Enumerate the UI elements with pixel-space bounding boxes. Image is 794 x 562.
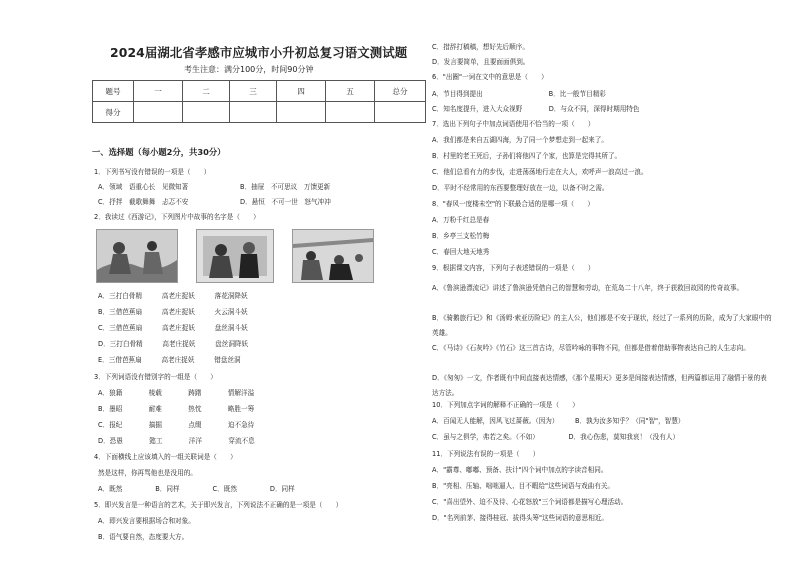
question-line: 2．我读过《西游记》，下列图片中故事的名字是（ ） [94,213,260,221]
option-line: C．他们总看有力的步伐，走进荡荡地行走在大人，欢呼声一浪高过一浪。 [432,168,648,176]
question-line: 11．下列说法有误的一项是（ ） [432,450,540,458]
option-line: A．百闻无人能解，因风飞过蔷薇。（因为） B．孰为汝多知乎？（同"智"，智慧） [432,417,685,425]
question-line: 6．"出圈"一词在文中的意思是（ ） [432,73,548,81]
option-line: A．节目得到提出 B．比一般节目精彩 [432,90,606,98]
score-cell [230,102,277,123]
score-table-header-row [93,81,426,102]
option-line: D．发言要简单，且要面面俱到。 [432,58,530,66]
illustration-3 [292,229,374,283]
option-line: B．墨昭 耐难 热忱 略胜一筹 [98,405,255,413]
score-cell [277,102,326,123]
option-line: E．三借芭蕉扇 高老庄捉妖 错盘丝洞 [98,356,241,364]
score-header-cell: 二 [183,81,230,102]
score-cell [326,102,375,123]
option-line: A．"霸尊、嘟嘟、预备、扶计"四个词中加点的字读音相同。 [432,466,608,474]
question-line: 7．选出下列句子中加点词语使用不恰当的一项（ ） [432,120,595,128]
option-line: C．抒拌 截歌舞舞 忐忑不安 [98,198,189,206]
option-line: A．领域 语重心长 见微知著 [98,183,189,191]
score-table [92,80,426,123]
option-line: B．语气要自然，态度要大方。 [98,533,189,541]
question-line: 3．下列词语没有错别字的一组是（ ） [94,373,217,381]
question-line: 10．下列加点字词的解释不正确的一项是（ ） [432,401,579,409]
option-line: A．三打白骨精 高老庄捉妖 落花洞降妖 [98,292,248,300]
score-header-cell: 总分 [375,81,426,102]
page-title: 2024届湖北省孝感市应城市小升初总复习语文测试题 [110,45,408,60]
score-header-cell: 一 [134,81,183,102]
option-line: A．即兴发言要根据场合和对象。 [98,517,195,525]
option-line: A．我们都是来自五湖四海，为了同一个梦想走到一起来了。 [432,136,608,144]
question-line: 8．"春风一度楼未空"的下联最合适的是哪一项（ ） [432,200,594,208]
option-line: C．报纪 搞掘 点缀 迫不急待 [98,421,255,429]
option-line: D．恐愚 懿工 洋洋 穿流不息 [98,437,255,445]
option-paragraph: C．《马诗》《石灰吟》《竹石》这三首古诗，尽管吟咏的事物不同，但都是借着借助事物表达自己的人生志向。 [432,344,750,352]
score-header-cell: 五 [326,81,375,102]
score-header-cell: 三 [230,81,277,102]
option-line: B．村里的老王死后，子孙们将他四了个家，也算是完得其所了。 [432,152,622,160]
option-paragraph: A．《鲁滨逊漂流记》讲述了鲁滨逊凭借自己的智慧和劳动，在荒岛二十八年，终于获救回故园的传奇故事。 [432,284,744,292]
option-line: B．三借芭蕉扇 高老庄捉妖 火云洞斗妖 [98,308,248,316]
score-cell [375,102,426,123]
option-line: B．乡亭三支松竹梅 [432,232,490,240]
score-cell [134,102,183,123]
option-line: A．万粉千红总是春 [432,216,490,224]
question-line: 1．下列书写没有错误的一项是（ ） [94,168,211,176]
option-line: B．抽屉 不可思议 万馈更新 [240,183,331,191]
option-line: A．既然 B．同样 C．既然 D．同样 [98,485,295,493]
section-heading: 一、选择题（每小题2分，共30分） [92,147,226,157]
score-header-cell: 题号 [93,81,134,102]
option-line: C．春回大地天地秀 [432,248,490,256]
option-line: C．虽与之俱学，弗若之矣。（不如） D．我心伤悲，莫知我哀！（没有人） [432,433,680,441]
option-line: C．三借芭蕉扇 高老庄捉妖 盘丝洞斗妖 [98,324,248,332]
option-line: D．平时不经常用的东西要整理好放在一边，以备不时之需。 [432,184,609,192]
score-cell [183,102,230,123]
option-line: D．"名列前茅、接得桂冠、拔得头筹"这些词语的意思相近。 [432,514,608,522]
option-line: D．三打白骨精 高老庄捉妖 盘丝洞降妖 [98,340,249,348]
option-paragraph: B．《骑鹅旅行记》和《汤姆·索亚历险记》的主人公，他们都是不安于现状，经过了一系列的历险，成为了大家眼中的英雄。 [432,314,772,337]
option-line: D．悬恒 不可一世 怒气冲冲 [240,198,331,206]
question-text: 然是这样，你再骂他也是没用的。 [98,469,197,477]
illustration-2 [196,229,274,283]
option-line: A．狼籍 棱载 踌躇 情解洋溢 [98,389,255,397]
score-header-cell: 四 [277,81,326,102]
option-line: C．"喜出望外、迫不及待、心花怒放"三个词语都是描写心理活动。 [432,498,628,506]
option-line: B．"亮相、压轴、咄咄逼人、目不暇给"这些词语与戏曲有关。 [432,482,615,490]
option-line: C．措辞打稿稿，想好先后顺序。 [432,43,529,51]
illustration-1 [96,229,178,283]
option-paragraph: D．《匆匆》一文，作者既有中间直接表达情感，《那个星期天》更多是间接表达情感，但两篇都运用了融情于景的表达方法。 [432,374,767,397]
question-line: 4．下面横线上应该填入的一组关联词是（ ） [94,453,237,461]
score-table-score-row [93,102,426,123]
question-line: 5．即兴发言是一种语言的艺术，关于即兴发言，下列说法不正确的是一项是（ ） [94,501,343,509]
option-line: C．知名度提升，进入大众视野 D．与众不同，深得时期用特色 [432,105,640,113]
question-line: 9．根据课文内容，下列句子表述错误的一项是（ ） [432,264,595,272]
score-row-label: 得分 [93,102,134,123]
exam-note: 考生注意：满分100分，时间90分钟 [184,65,314,74]
